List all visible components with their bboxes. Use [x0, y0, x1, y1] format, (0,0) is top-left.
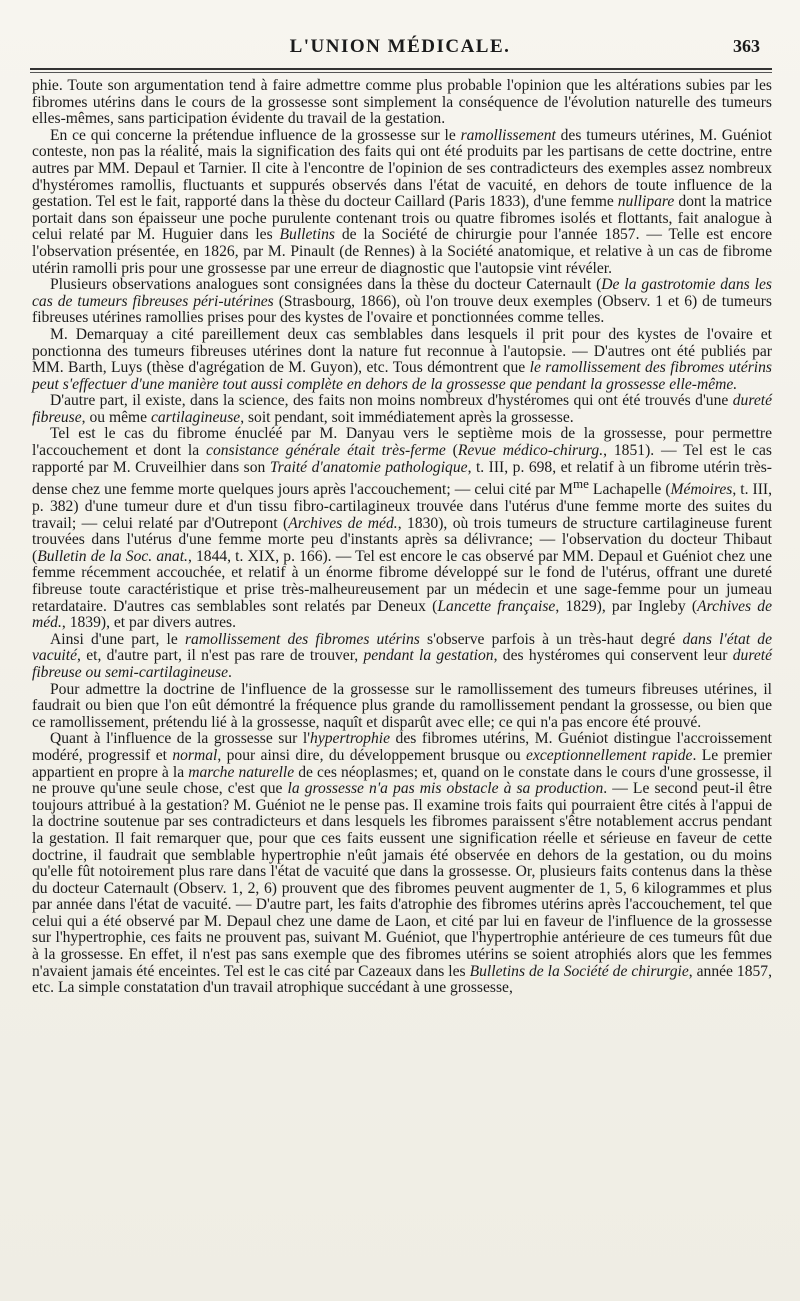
paragraph: Tel est le cas du fibrome énucléé par M. Danyau vers le septième mois de la grossesse, pour permettre l'accouchement et dont la consistance générale était très-ferme (Revue médico-chirurg., 1851). — Tel est le cas rapporté par M. Cruveilhier dans son Traité d'anatomie pathologique, t. III, p. 698, et relatif à un fibrome utérin très-dense chez une femme morte quelques jours après l'accouchement; — celui cité par $M^{me}$ Lachapelle (Mémoires, t. III, p. 382) d'une tumeur dure et d'un tissu fibro-cartilagineux trouvée dans l'utérus d'une femme morte des suites du travail; — celui relaté par d'Outrepont (Archives de méd., 1830), où trois tumeurs de structure cartilagineuse furent trouvées dans l'utérus d'une femme morte peu d'instants après sa délivrance; — l'observation du docteur Thibaut (Bulletin de la Soc. anat., 1844, t. XIX, p. 166). — Tel est encore le cas observé par MM. Depaul et Guéniot chez une femme récemment accouchée, et relatif à un énorme fibrome développé sur le fond de l'utérus, offrant une dureté fibreuse toute caractéristique et prise très-malheureusement par un médecin et une sage-femme pour un jumeau retardataire. D'autres cas semblables sont relatés par Deneux (Lancette française, 1829), par Ingleby (Archives de méd., 1839), et par divers autres. [32, 425, 773, 632]
paragraph: D'autre part, il existe, dans la science, des faits non moins nombreux d'hystéromes qui ont été trouvés d'une dureté fibreuse, ou même cartilagineuse, soit pendant, soit immédiatement après la grossesse. [32, 392, 772, 426]
paragraph: En ce qui concerne la prétendue influence de la grossesse sur le ramollissement des tumeurs utérines, M. Guéniot conteste, non pas la réalité, mais la signification des faits qui ont été produits par les partisans de cette doctrine, entre autres par MM. Depaul et Tarnier. Il cite à l'encontre de l'opinion de ses contradicteurs des exemples assez nombreux d'hystéromes ramollis, fluctuants et suppurés observés dans l'état de vacuité, en dehors de toute influence de la gestation. Tel est le fait, rapporté dans la thèse du docteur Caillard (Paris 1833), d'une femme nullipare dont la matrice portait dans son épaisseur une poche purulente contenant trois ou quatre fibromes isolés et flottants, fait analogue à celui relaté par M. Huguier dans les Bulletins de la Société de chirurgie pour l'année 1857. — Telle est encore l'observation présentée, en 1826, par M. Pinault (de Rennes) à la Société anatomique, et relative à un cas de fibrome utérin ramolli pris pour une grossesse par une erreur de diagnostic que l'autopsie vint révéler. [32, 126, 773, 277]
paragraph: Pour admettre la doctrine de l'influence de la grossesse sur le ramollissement des tumeurs fibreuses utérines, il faudrait ou bien que l'on eût démontré la fréquence plus grande du ramollissement pendant la grossesse, ou bien que ce ramollissement, prétendu lié à la grossesse, naquît et disparût avec elle; ce qui n'a pas encore été prouvé. [32, 680, 772, 731]
paragraph: M. Demarquay a cité pareillement deux cas semblables dans lesquels il prit pour des kystes de l'ovaire et ponctionna des tumeurs fibreuses utérines dont la nature fut reconnue à l'autopsie. — D'autres ont été publiés par MM. Barth, Luys (thèse d'agrégation de M. Guyon), etc. Tous démontrent que le ramollissement des fibromes utérins peut s'effectuer d'une manière tout aussi complète en dehors de la grossesse que pendant la grossesse elle-même. [32, 325, 772, 393]
running-head [32, 36, 768, 62]
paragraph: Plusieurs observations analogues sont consignées dans la thèse du docteur Caternault (De la gastrotomie dans les cas de tumeurs fibreuses péri-utérines (Strasbourg, 1866), où l'on trouve deux exemples (Observ. 1 et 6) de tumeurs fibreuses utérines ramollies prises pour des kystes de l'ovaire et ponctionnées comme telles. [32, 276, 772, 327]
paragraph: Quant à l'influence de la grossesse sur l'hypertrophie des fibromes utérins, M. Guéniot distingue l'accroissement modéré, progressif et normal, pour ainsi dire, du développement brusque ou exceptionnellement rapide. Le premier appartient en propre à la marche naturelle de ces néoplasmes; et, quand on le constate dans le cours d'une grossesse, il ne prouve qu'une seule chose, c'est que la grossesse n'a pas mis obstacle à sa production. — Le second peut-il être toujours attribué à la gestation? M. Guéniot ne le pense pas. Il examine trois faits qui pourraient être cités à l'appui de la doctrine soutenue par ses contradicteurs et dans lesquels les fibromes paraissent s'être notablement accrus pendant la gestation. Il fait remarquer que, pour que ces faits eussent une signification réelle et sérieuse en faveur de cette doctrine, il faudrait que semblable hypertrophie n'eût jamais été observée en dehors de la gestation, ou du moins qu'elle fût notoirement plus rare dans l'état de vacuité que dans la grossesse. Or, plusieurs faits contenus dans la thèse du docteur Caternault (Observ. 1, 2, 6) prouvent que des fibromes peuvent augmenter de 1, 5, 6 kilogrammes et plus par année dans l'état de vacuité. — D'autre part, les faits d'atrophie des fibromes utérins après l'accouchement, tel que celui qui a été observé par M. Depaul chez une dame de Laon, et cité par lui en faveur de l'influence de la grossesse sur l'hypertrophie, ces faits ne prouvent pas, suivant M. Guéniot, que l'hypertrophie antérieure de ces tumeurs fût due à la grossesse. En effet, il n'est pas sans exemple que des fibromes utérins se soient atrophiés alors que les femmes n'avaient jamais été enceintes. Tel est le cas cité par Cazeaux dans les Bulletins de la Société de chirurgie, année 1857, etc. La simple constatation d'un travail atrophique succédant à une grossesse, [32, 730, 773, 997]
page-number: 363 [733, 36, 760, 56]
running-title: L'UNION MÉDICALE. [289, 36, 511, 57]
paragraph: Ainsi d'une part, le ramollissement des fibromes utérins s'observe parfois à un très-haut degré dans l'état de vacuité, et, d'autre part, il n'est pas rare de trouver, pendant la gestation, des hystéromes qui conservent leur dureté fibreuse ou semi-cartilagineuse. [32, 630, 772, 681]
paragraph: phie. Toute son argumentation tend à faire admettre comme plus probable l'opinion que les altérations subies par les fibromes utérins dans le cours de la grossesse sont simplement la conséquence de l'évolution naturelle des tumeurs elles-mêmes, sans participation évidente du travail de la gestation. [32, 77, 772, 128]
header-rule-thin [30, 72, 772, 73]
header-rule [30, 68, 772, 70]
article-body [32, 78, 772, 997]
